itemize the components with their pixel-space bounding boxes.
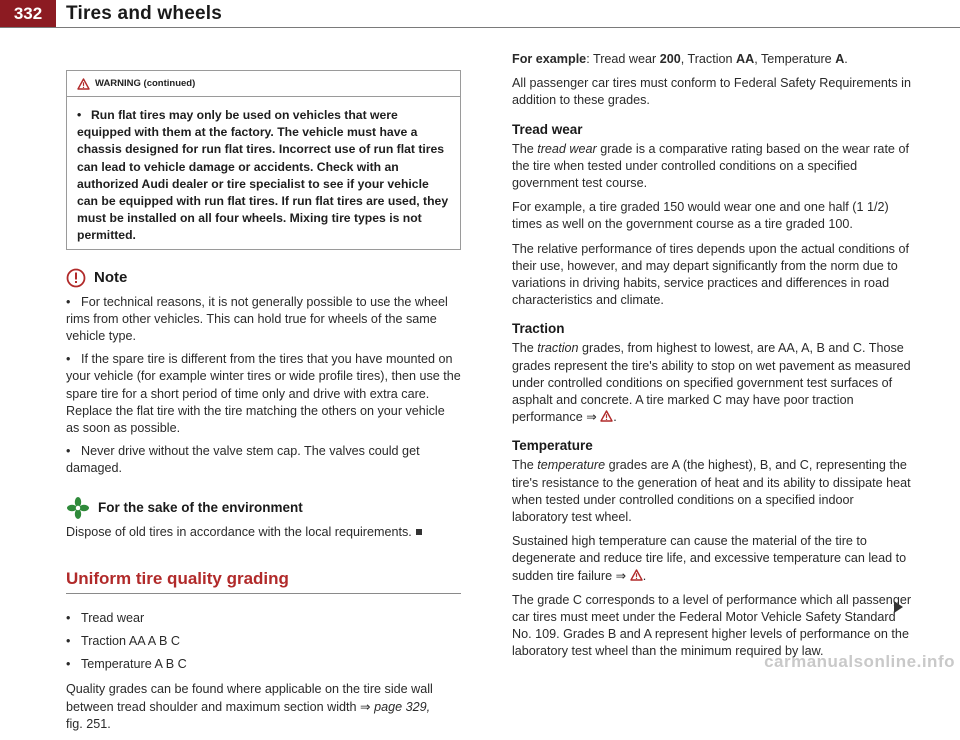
warning-reference-link[interactable]: ⇒ bbox=[616, 569, 643, 583]
note-icon bbox=[66, 268, 86, 288]
warning-text: Run flat tires may only be used on vehicles that were equipped with them at the factory. The vehicle must have a chassis designed for run flat tires. Incorrect use of run flat tires can lead to vehicle damage or accidents. Check with an authorized Audi dealer or tire specialist to see if your vehicle can be equipped with run flat tires. If run flat tires are used, they must be installed on all four wheels. Mixing tire types is not permitted. bbox=[77, 108, 449, 243]
note-list bbox=[66, 294, 461, 478]
traction-text: The traction grades, from highest to lowest, are AA, A, B and C. Those grades represent the tire's ability to stop on wet pavement as measured under controlled conditions on specified government test surfaces of asphalt and concrete. A tire marked C may have poor traction performance ⇒ . bbox=[512, 341, 911, 425]
next-page-arrow-icon[interactable] bbox=[894, 601, 903, 613]
warning-reference-link[interactable]: ⇒ bbox=[586, 410, 613, 424]
note-title: Note bbox=[94, 269, 128, 287]
left-column bbox=[66, 70, 461, 740]
temperature-heading: Temperature bbox=[512, 438, 593, 454]
grading-list bbox=[66, 610, 461, 674]
warning-triangle-icon bbox=[77, 78, 90, 90]
list-item: • If the spare tire is different from the tires that you have mounted on your vehicle (for example winter tires or wide profile tires), then use the spare tire for a short period of time only and drive with extra care. Replace the flat tire with the tire matching the others on your vehicle as soon as possible. bbox=[66, 352, 461, 436]
list-item: • Never drive without the valve stem cap. The valves could get damaged. bbox=[66, 444, 420, 476]
environment-title: For the sake of the environment bbox=[98, 500, 303, 516]
conform-text: All passenger car tires must conform to Federal Safety Requirements in addition to these grades. bbox=[512, 76, 911, 108]
example-text: For example: Tread wear 200, Traction AA, Temperature A. bbox=[512, 52, 848, 66]
warning-box bbox=[66, 70, 461, 250]
environment-text: Dispose of old tires in accordance with the local requirements. bbox=[66, 524, 461, 541]
environment-heading bbox=[66, 496, 461, 520]
warning-header bbox=[67, 71, 460, 97]
warning-label: WARNING (continued) bbox=[95, 78, 196, 89]
warning-body: • Run flat tires may only be used on vehicles that were equipped with them at the factory. The vehicle must have a chassis designed for run flat tires. Incorrect use of run flat tires can lead to vehicle damage or accidents. Check with an authorized Audi dealer or tire specialist to see if your vehicle can be equipped with run flat tires. If run flat tires are used, they must be installed on all four wheels. Mixing tire types is not permitted. bbox=[77, 108, 449, 243]
temperature-grade-c: The grade C corresponds to a level of performance which all passenger car tires must meet under the Federal Motor Vehicle Safety Standard No. 109. Grades B and A represent higher levels of performance on the laboratory test wheel than the minimum required by law. bbox=[512, 592, 912, 659]
traction-heading: Traction bbox=[512, 321, 565, 337]
tread-wear-relative: The relative performance of tires depends upon the actual conditions of their use, however, and may depart significantly from the norm due to variations in driving habits, service practices and differences in road characteristics and climate. bbox=[512, 241, 909, 308]
page-number: 332 bbox=[0, 0, 56, 28]
list-item: • Traction AA A B C bbox=[66, 634, 180, 649]
section-title: Uniform tire quality grading bbox=[66, 568, 289, 588]
list-item: • Tread wear bbox=[66, 610, 145, 625]
warning-triangle-icon bbox=[600, 410, 613, 422]
note-heading bbox=[66, 268, 461, 288]
tread-wear-example: For example, a tire graded 150 would wear one and one half (1 1/2) times as well on the government course as a tire graded 100. bbox=[512, 200, 889, 232]
tread-wear-heading: Tread wear bbox=[512, 121, 583, 137]
tread-wear-text: The tread wear grade is a comparative rating based on the wear rate of the tire when tested under controlled conditions on a specified government test course. bbox=[512, 141, 909, 191]
leaf-icon bbox=[66, 496, 90, 520]
list-item: • For technical reasons, it is not generally possible to use the wheel rims from other vehicles. This can hold true for wheels of the same vehicle type. bbox=[66, 294, 448, 344]
temperature-text: The temperature grades are A (the highest), B, and C, representing the tire's resistance to the generation of heat and its ability to dissipate heat when tested under controlled conditions on a specified indoor laboratory test wheel. bbox=[512, 458, 911, 525]
end-mark-icon bbox=[416, 529, 422, 535]
section-rule bbox=[66, 593, 461, 594]
header-rule bbox=[0, 27, 960, 28]
chapter-title: Tires and wheels bbox=[66, 3, 222, 24]
grading-location-text: Quality grades can be found where applicable on the tire side wall between tread shoulder and maximum section width ⇒ page 329, fig. 251. bbox=[66, 682, 433, 731]
temperature-sustained: Sustained high temperature can cause the material of the tire to degenerate and reduce tire life, and excessive temperature can lead to sudden tire failure ⇒ . bbox=[512, 534, 907, 583]
page-reference-link[interactable]: ⇒ page 329, bbox=[360, 699, 431, 714]
right-column bbox=[512, 51, 912, 668]
warning-triangle-icon bbox=[630, 569, 643, 581]
list-item: • Temperature A B C bbox=[66, 657, 187, 672]
watermark: carmanualsonline.info bbox=[764, 652, 955, 671]
